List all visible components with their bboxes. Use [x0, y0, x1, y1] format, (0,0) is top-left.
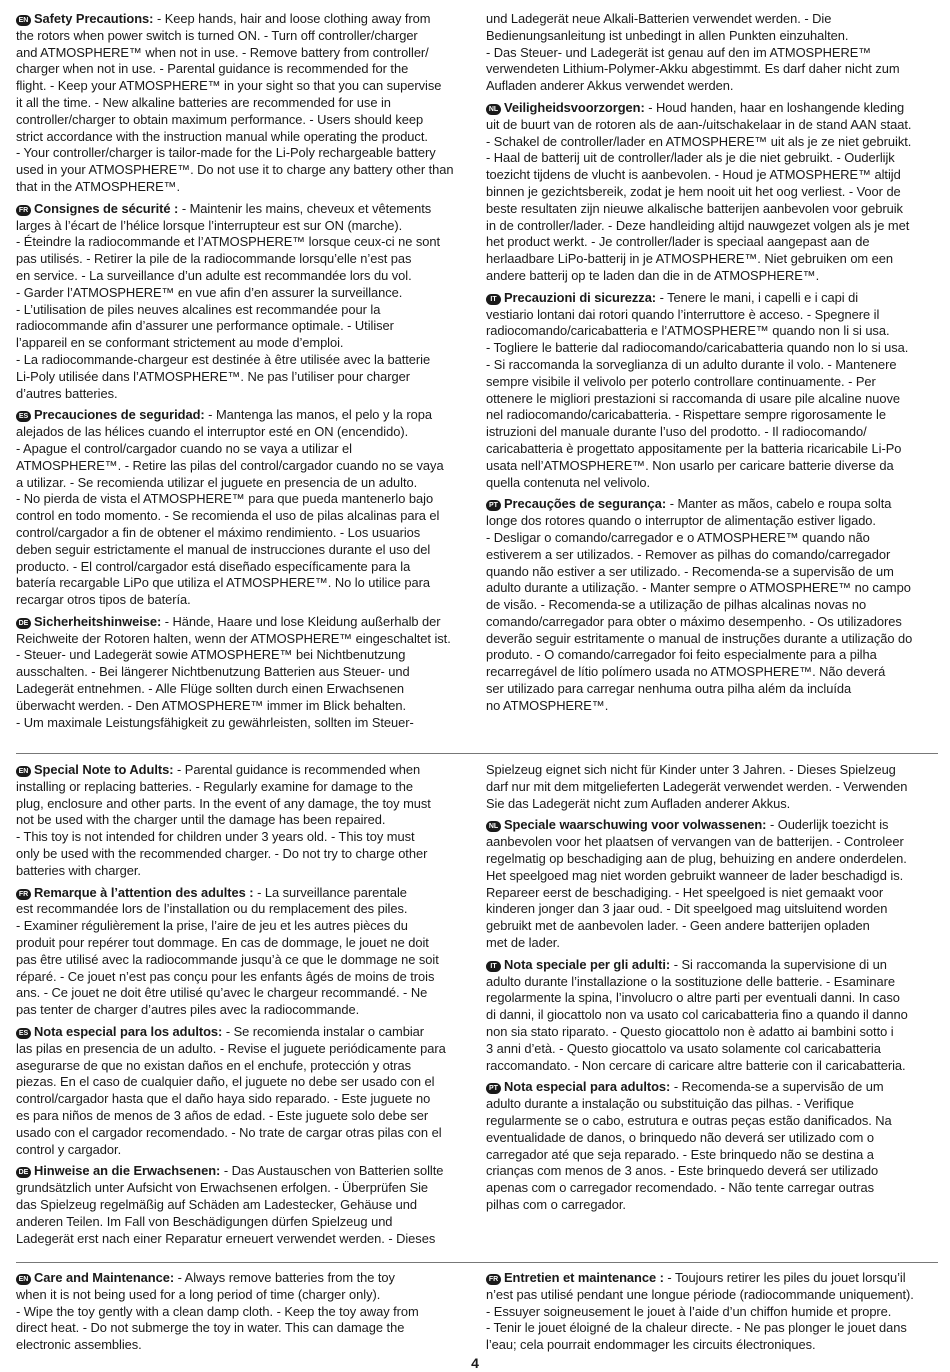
paragraph-heading: Entretien et maintenance :: [504, 1270, 664, 1285]
paragraph-it: [486, 957, 938, 1075]
paragraph-text: - Mantenga las manos, el pelo y la ropa alejados de las hélices cuando el interruptor esté en ON (encendido). - Apague el control/cargador cuando no se vaya a utilizar el ATMOSPHERE™. - Retire las pilas del control/cargador cuando no se vaya a utilizar. - Se recomienda utilizar el juguete en presencia de un adulto. - No pierda de vista el ATMOSPHERE™ para que pueda mantenerlo bajo control en todo momento. - Se recomienda el uso de pilas alcalinas para el control/cargador a fin de obtener el máximo rendimiento. - Los usuarios deben seguir estrictamente el manual de instrucciones durante el uso del producto. - El control/cargador está diseñado específicamente para la batería recargable LiPo que utiliza el ATMOSPHERE™. No lo utilice para recargar otros tipos de batería.: [16, 407, 444, 608]
paragraph-nl: [486, 100, 938, 285]
paragraph-text: - La surveillance parentale est recommandée lors de l’installation ou du remplacement des piles. - Examiner régulièrement la prise, l’aire de jeu et les autres pièces du produit pour repérer tout dommage. En cas de dommage, le jouet ne doit pas être utilisé avec la radiocommande jusqu’à ce que le dommage ne soit réparé. - Ce jouet n’est pas conçu pour les enfants âgés de moins de trois ans. - Ce jouet ne doit être utilisé qu’avec le chargeur recommandé. - Ne pas tenter de charger d’autres piles avec la radiocommande.: [16, 884, 439, 1018]
paragraph-es: [16, 407, 468, 609]
paragraph-heading: Nota especial para los adultos:: [34, 1023, 223, 1039]
language-badge-pt: PT: [486, 1083, 501, 1094]
paragraph-de: [16, 1163, 468, 1247]
language-badge-fr: FR: [16, 889, 31, 900]
paragraph-text: - Toujours retirer les piles du jouet lorsqu’il n’est pas utilisé pendant une longue période (radiocommande uniquement). - Essuyer soigneusement le jouet à l’aide d’un chiffon humide et propre. - Tenir le jouet éloigné de la chaleur directe. - Ne pas plonger le jouet dans l’eau; cela pourrait endommager les circuits électroniques.: [486, 1270, 914, 1353]
paragraph-continuation: und Ladegerät neue Alkali-Batterien verwendet werden. - Die Bedienungsanleitung ist unbedingt in allen Punkten einzuhalten. - Das Steuer- und Ladegerät ist genau auf den im ATMOSPHERE™ verwendeten Lithium-Polymer-Akku abgestimmt. Es darf daher nicht zum Aufladen anderer Akkus verwendet werden.: [486, 11, 900, 94]
paragraph-heading: Veiligheidsvoorzorgen:: [504, 99, 645, 115]
right-column: [486, 1270, 938, 1359]
right-column: [486, 11, 938, 736]
paragraph-heading: Precauções de segurança:: [504, 496, 667, 512]
paragraph-fr: [486, 1270, 938, 1354]
language-badge-fr: FR: [486, 1274, 501, 1285]
language-badge-it: IT: [486, 294, 501, 305]
paragraph-heading: Special Note to Adults:: [34, 762, 174, 777]
paragraph-en: [16, 11, 468, 196]
left-column: [16, 11, 468, 736]
paragraph-pt: [486, 496, 938, 714]
paragraph-heading: Nota speciale per gli adulti:: [504, 956, 671, 972]
paragraph-heading: Precauciones de seguridad:: [34, 407, 205, 423]
paragraph-heading: Speciale waarschuwing voor volwassenen:: [504, 817, 767, 833]
paragraph-text: - Hände, Haare und lose Kleidung außerhalb der Reichweite der Rotoren halten, wenn der ATMOSPHERE™ eingeschaltet ist. - Steuer- und Ladegerät sowie ATMOSPHERE™ bei Nichtbenutzung ausschalten. - Bei längerer Nichtbenutzung Batterien aus Steuer- und Ladegerät entnehmen. - Alle Flüge sollten durch einen Erwachsenen überwacht werden. - Den ATMOSPHERE™ immer im Blick behalten. - Um maximale Leistungsfähigkeit zu gewährleisten, sollten im Steuer-: [16, 613, 451, 730]
language-badge-it: IT: [486, 961, 501, 972]
language-badge-en: EN: [16, 15, 31, 26]
paragraph-heading: Safety Precautions:: [34, 11, 154, 26]
language-badge-nl: NL: [486, 104, 501, 115]
paragraph-text: - Keep hands, hair and loose clothing away from the rotors when power switch is turned ON. - Turn off controller/charger and ATMOSPHERE™ when not in use. - Remove battery from controller/ charger when not in use. - Parental guidance is recommended for the flight. - Keep your ATMOSPHERE™ in your sight so that you can supervise it all the time. - New alkaline batteries are recommended for use in controller/charger to obtain maximum performance. - Users should keep strict accordance with the instruction manual while operating the product. - Your controller/charger is tailor-made for the Li-Poly rechargeable battery used in your ATMOSPHERE™. Do not use it to charge any battery other than that in the ATMOSPHERE™.: [16, 11, 454, 194]
paragraph-heading: Remarque à l’attention des adultes :: [34, 884, 254, 900]
language-badge-es: ES: [16, 411, 31, 422]
paragraph-text: - Se recomienda instalar o cambiar las pilas en presencia de un adulto. - Revise el juguete periódicamente para asegurarse de que no existan daños en el enchufe, protección y otras piezas. En el caso de cualquier daño, el juguete no debe ser usado con el control/cargador hasta que el daño haya sido reparado. - Este juguete no es para niños de menos de 3 años de edad. - Este juguete solo debe ser usado con el cargador recomendado. - No trate de cargar otras pilas con el control y cargador.: [16, 1023, 446, 1157]
right-column: [486, 762, 938, 1252]
paragraph-text: - Parental guidance is recommended when installing or replacing batteries. - Regularly examine for damage to the plug, enclosure and other parts. In the event of any damage, the toy must not be used with the charger until the damage has been repaired. - This toy is not intended for children under 3 years old. - This toy must only be used with the recommended charger. - Do not try to charge other batteries with charger.: [16, 762, 431, 878]
care-maintenance-section: [16, 1270, 938, 1359]
left-column: [16, 762, 468, 1252]
language-badge-de: DE: [16, 618, 31, 629]
paragraph-text: - Houd handen, haar en loshangende kleding uit de buurt van de rotoren als de aan-/uitschakelaar in de stand AAN staat. - Schakel de controller/lader en ATMOSPHERE™ uit als je ze niet gebruikt. - Haal de batterij uit de controller/lader als je die niet gebruikt. - Ouderlijk toezicht tijdens de vlucht is aanbevolen. - Houd je ATMOSPHERE™ altijd binnen je gezichtsbereik, zodat je hem nooit uit het oog verliest. - Voor de beste resultaten zijn nieuwe alkalische batterijen aanbevolen voor gebruik in de controller/lader. - Deze handleiding altijd nauwgezet volgen als je met het product werkt. - Je controller/lader is speciaal aangepast aan de herlaadbare LiPo-batterij in je ATMOSPHERE™. Niet gebruiken om een andere batterij op te laden dan die in de ATMOSPHERE™.: [486, 99, 912, 283]
paragraph-fr: [16, 885, 468, 1019]
language-badge-en: EN: [16, 766, 31, 777]
paragraph-heading: Consignes de sécurité :: [34, 200, 179, 216]
paragraph-it: [486, 290, 938, 492]
left-column: [16, 1270, 468, 1359]
paragraph-heading: Precauzioni di sicurezza:: [504, 289, 657, 305]
language-badge-fr: FR: [16, 205, 31, 216]
paragraph-text: - Always remove batteries from the toy when it is not being used for a long period of time (charger only). - Wipe the toy gently with a clean damp cloth. - Keep the toy away from direct heat. - Do not submerge the toy in water. This can damage the electronic assemblies.: [16, 1270, 419, 1353]
adult-note-section: [16, 762, 938, 1252]
paragraph-heading: Nota especial para adultos:: [504, 1079, 671, 1095]
paragraph-text: - Si raccomanda la supervisione di un adulto durante l’installazione o la sostituzione delle batterie. - Esaminare regolarmente la spina, l’involucro o altre parti per eventuali danni. In caso di danni, il giocattolo non va usato col caricabatteria fino a quando il danno non sia stato riparato. - Questo giocattolo non è adatto ai bambini sotto i 3 anni d’età. - Questo giocattolo va usato solamente col caricabatteria raccomandato. - Non cercare di caricare altre batterie con il caricabatteria.: [486, 956, 908, 1073]
safety-precautions-section: [16, 11, 938, 736]
paragraph-en: [16, 762, 468, 880]
language-badge-pt: PT: [486, 500, 501, 511]
section-divider: [16, 1262, 938, 1263]
paragraph-es: [16, 1024, 468, 1158]
language-badge-es: ES: [16, 1028, 31, 1039]
paragraph-pt: [486, 1079, 938, 1213]
paragraph-heading: Sicherheitshinweise:: [34, 613, 162, 629]
paragraph-text: - Tenere le mani, i capelli e i capi di vestiario lontani dai rotori quando l’interruttore è acceso. - Spegnere il radiocomando/caricabatteria e l’ATMOSPHERE™ quando non li si usa. - Togliere le batterie dal radiocomando/caricabatteria quando non lo si usa. - Si raccomanda la sorveglianza di un adulto durante il volo. - Mantenere sempre visibile il velivolo per poterlo controllare continuamente. - Per ottenere le migliori prestazioni si raccomanda di usare pile alcaline nuove nel radiocomando/caricabatteria. - Rispettare sempre rigorosamente le istruzioni del manuale durante l’uso del prodotto. - Il radiocomando/ caricabatteria è progettato appositamente per la batteria ricaricabile Li-Po usata nell’ATMOSPHERE™. Non usarlo per caricare batterie diverse da quella contenuta nel velivolo.: [486, 289, 909, 490]
paragraph-fr: [16, 201, 468, 403]
language-badge-en: EN: [16, 1274, 31, 1285]
paragraph-heading: Care and Maintenance:: [34, 1270, 175, 1285]
language-badge-de: DE: [16, 1167, 31, 1178]
paragraph-nl: [486, 817, 938, 951]
paragraph-de: [16, 614, 468, 732]
section-divider: [16, 753, 938, 754]
paragraph-text: - Ouderlijk toezicht is aanbevolen voor het plaatsen of vervangen van de batterijen. - Controleer regelmatig op beschadiging aan de plug, behuizing en andere onderdelen. Het speelgoed mag niet worden gebruikt wanneer de lader beschadigd is. Repareer eerst de beschadiging. - Het speelgoed is niet gemaakt voor kinderen jonger dan 3 jaar oud. - Dit speelgoed mag uitsluitend worden gebruikt met de aanbevolen lader. - Geen andere batterijen opladen met de lader.: [486, 817, 907, 950]
paragraph-text: - Recomenda-se a supervisão de um adulto durante a instalação ou substituição das pilhas. - Verifique regularmente se o cabo, estrutura e outras peças estão danificados. Na eventualidade de danos, o brinquedo não deverá ser utilizado com o carregador até que seja reparado. - Este brinquedo não se destina a crianças com menos de 3 anos. - Este brinquedo deverá ser utilizado apenas com o carregador recomendado. - Não tente carregar outras pilhas com o carregador.: [486, 1079, 892, 1212]
language-badge-nl: NL: [486, 821, 501, 832]
paragraph-text: - Manter as mãos, cabelo e roupa solta longe dos rotores quando o interruptor de alimentação estiver ligado. - Desligar o comando/carregador e o ATMOSPHERE™ quando não estiverem a ser utilizados. - Remover as pilhas do comando/carregador quando não estiver a ser utilizado. - Recomenda-se a supervisão de um adulto durante a utilização. - Manter sempre o ATMOSPHERE™ no campo de visão. - Recomenda-se a utilização de pilhas alcalinas novas no comando/carregador para obter o máximo desempenho. - Os utilizadores deverão seguir estritamente o manual de instruções durante a utilização do produto. - O comando/carregador foi feito especialmente para a pilha recarregável de lítio polímero usada no ATMOSPHERE™. Não deverá ser utilizado para carregar nenhuma outra pilha além da incluída no ATMOSPHERE™.: [486, 496, 913, 713]
paragraph-continuation: Spielzeug eignet sich nicht für Kinder unter 3 Jahren. - Dieses Spielzeug darf nur mit dem mitgelieferten Ladegerät verwendet werden. - Verwenden Sie das Ladegerät nicht zum Aufladen anderer Akkus.: [486, 762, 908, 811]
paragraph-heading: Hinweise an die Erwachsenen:: [34, 1163, 221, 1179]
paragraph-text: - Das Austauschen von Batterien sollte grundsätzlich unter Aufsicht von Erwachsenen erfolgen. - Überprüfen Sie das Spielzeug regelmäßig auf Schäden am Ladestecker, Gehäuse und anderen Teilen. Im Fall von Beschädigungen dürfen Spielzeug und Ladegerät erst nach einer Reparatur erneuert verwendet werden. - Dieses: [16, 1163, 444, 1246]
page-number: 4: [471, 1355, 479, 1371]
paragraph-en: [16, 1270, 468, 1354]
paragraph-text: - Maintenir les mains, cheveux et vêtements larges à l’écart de l’hélice lorsque l’interrupteur est sur ON (marche). - Éteindre la radiocommande et l’ATMOSPHERE™ lorsque ceux-ci ne sont pas utilisés. - Retirer la pile de la radiocommande lorsqu’elle n’est pas en service. - La surveillance d’un adulte est recommandée lors du vol. - Garder l’ATMOSPHERE™ en vue afin d’en assurer la surveillance. - L’utilisation de piles neuves alcalines est recommandée pour la radiocommande afin d’assurer une performance optimale. - Utiliser l’appareil en se conformant strictement au mode d’emploi. - La radiocommande-chargeur est destinée à être utilisée avec la batterie Li-Poly utilisée dans l’ATMOSPHERE™. Ne pas l’utiliser pour charger d’autres batteries.: [16, 200, 441, 401]
